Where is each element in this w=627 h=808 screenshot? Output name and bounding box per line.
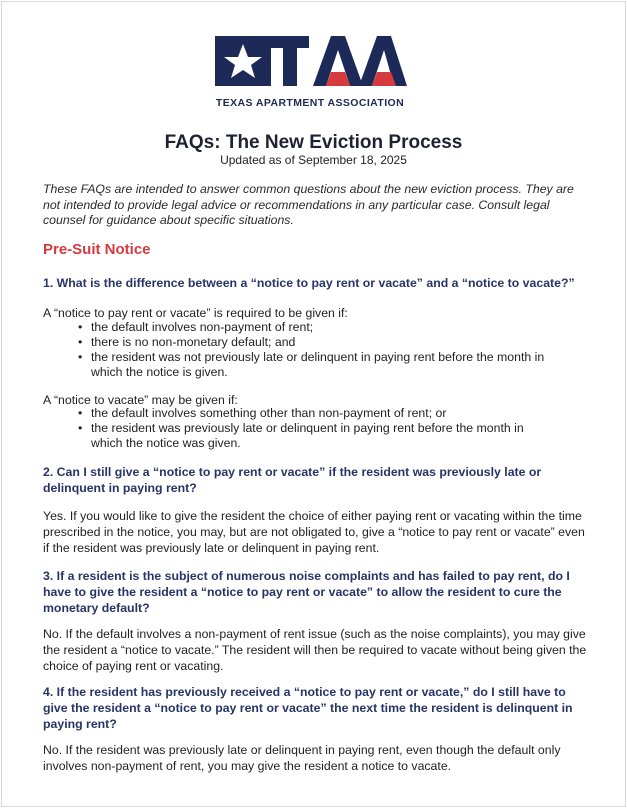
faq-question-3: 3. If a resident is the subject of numerous noise complaints and has failed to pay rent, do I have to give the resident a “notice to pay rent or vacate” to allow the resident to cure the monetary default?: [43, 569, 570, 615]
taa-logo: [213, 30, 407, 110]
faq-1-lead-2: A “notice to vacate” may be given if:: [43, 393, 238, 407]
faq-1-bullets-1: [78, 320, 558, 380]
page-title: FAQs: The New Eviction Process: [164, 132, 463, 153]
taa-logo-mark: [213, 30, 407, 92]
faq-answer-2: Yes. If you would like to give the resident the choice of either paying rent or vacating within the time prescribed in the notice, you may, but are not obligated to, give a “notice to pay rent or vacate” even if the resident was previously late or delinquent in paying rent.: [43, 509, 585, 555]
list-item: • the default involves something other than non-payment of rent; or: [78, 406, 558, 421]
faq-question-2: 2. Can I still give a “notice to pay rent or vacate” if the resident was previously late or delinquent in paying rent?: [43, 465, 542, 495]
list-item: • there is no non-monetary default; and: [78, 335, 558, 350]
list-item: • the default involves non-payment of rent;: [78, 320, 558, 335]
list-item: • the resident was previously late or delinquent in paying rent before the month in which the notice was given.: [78, 421, 558, 451]
faq-question-1: 1. What is the difference between a “notice to pay rent or vacate” and a “notice to vacate?”: [43, 276, 575, 290]
faq-answer-3: No. If the default involves a non-payment of rent issue (such as the noise complaints), you may give the resident a “notice to vacate.” The resident will then be required to vacate without being given the choice of paying rent or vacating.: [43, 627, 587, 673]
faq-answer-4: No. If the resident was previously late or delinquent in paying rent, even though the default only involves non-payment of rent, you may give the resident a notice to vacate.: [43, 743, 561, 773]
list-item: • the resident was not previously late or delinquent in paying rent before the month in which the notice is given.: [78, 350, 558, 380]
org-name: TEXAS APARTMENT ASSOCIATION: [215, 97, 405, 109]
faq-1-bullets-2: [78, 406, 558, 451]
updated-date: Updated as of September 18, 2025: [220, 153, 407, 167]
intro-paragraph: These FAQs are intended to answer common questions about the new eviction process. They are not intended to provide legal advice or recommendations in any particular case. Consult legal counsel for guidance about specific situations.: [43, 182, 574, 227]
faq-question-4: 4. If the resident has previously received a “notice to pay rent or vacate,” do I still have to give the resident a “notice to pay rent or vacate” the next time the resident is delinquent in paying rent?: [43, 685, 573, 731]
section-heading: Pre-Suit Notice: [43, 241, 151, 258]
faq-1-lead-1: A “notice to pay rent or vacate” is required to be given if:: [43, 306, 348, 320]
